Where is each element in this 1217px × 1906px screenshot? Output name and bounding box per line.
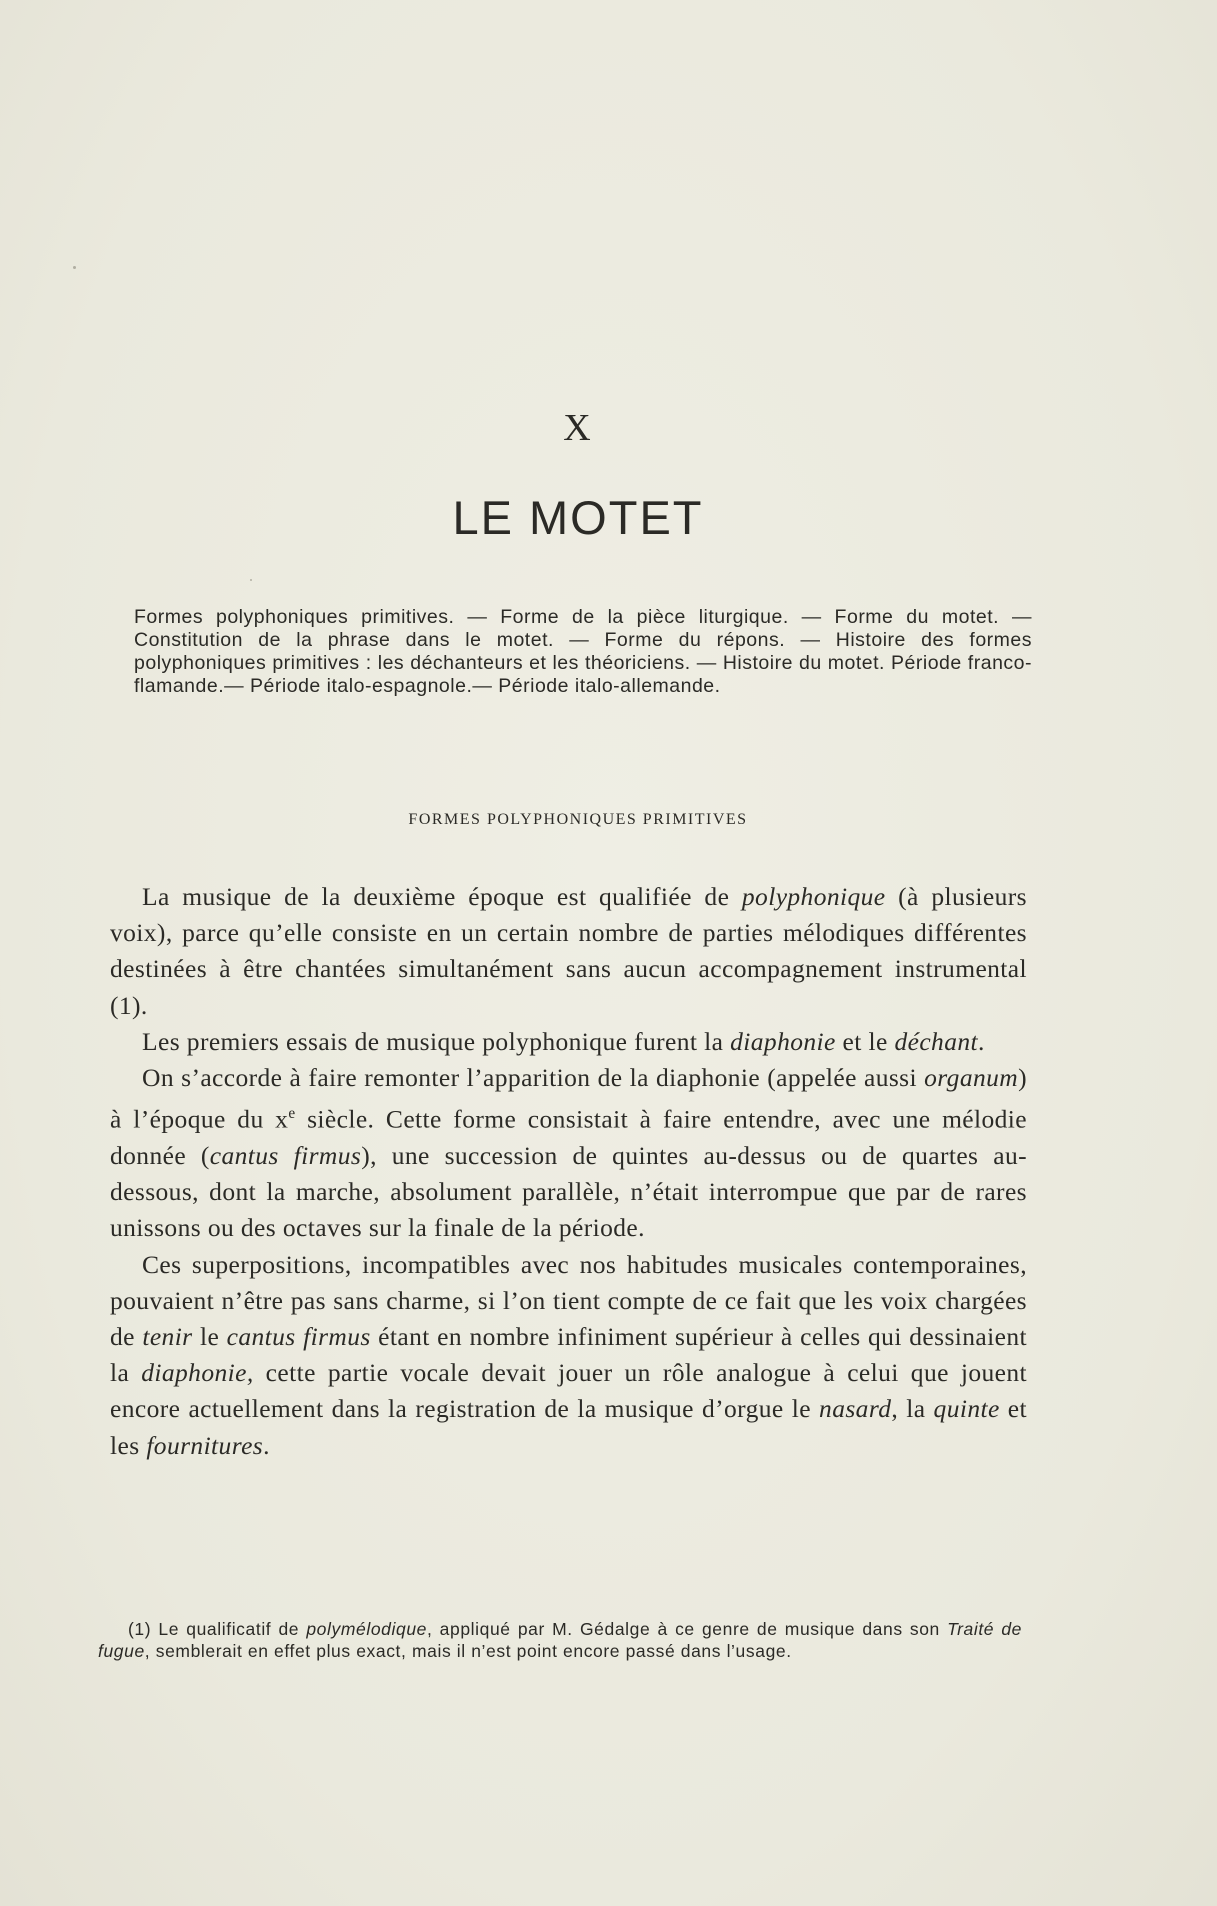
paragraph-3: On s’accorde à faire remonter l’apparition de la diaphonie (appelée aussi organum) à l’époque du $x^e$ siècle. Cette forme consistait à faire entendre, avec une mélodie donnée (cantus firmus), une succession de quintes au-dessus ou de quartes au-dessous, dont la marche, absolument parallèle, n’était interrompue que par de rares unissons ou des octaves sur la finale de la période. <box>110 1063 1028 1243</box>
paragraph-2: Les premiers essais de musique polyphonique furent la diaphonie et le déchant. <box>142 1026 985 1056</box>
chapter-title: LE MOTET <box>452 491 704 544</box>
section-heading: FORMES POLYPHONIQUES PRIMITIVES <box>408 811 748 828</box>
paper-speck <box>73 266 76 269</box>
paragraph-4: Ces superpositions, incompatibles avec nos habitudes musicales contemporaines, pouvaient n’être pas sans charme, si l’on tient compte de ce fait que les voix chargées de tenir le cantus firmus étant en nombre infiniment supérieur à celles qui dessinaient la diaphonie, cette partie vocale devait jouer un rôle analogue à celui que jouent encore actuellement dans la registration de la musique d’orgue le nasard, la quinte et les fournitures. <box>110 1249 1027 1460</box>
footnote: (1) Le qualificatif de polymélodique, appliqué par M. Gédalge à ce genre de musique dans son Traité de fugue, semblerait en effet plus exact, mais il n’est point encore passé dans l’usage. <box>98 1619 1022 1661</box>
chapter-number: X <box>563 407 593 449</box>
chapter-summary: Formes polyphoniques primitives. — Forme de la pièce liturgique. — Forme du motet. — Constitution de la phrase dans le motet. — Forme du répons. — Histoire des formes polyphoniques primitives : les déchanteurs et les théoriciens. — Histoire du motet. Période franco-flamande.— Période italo-espagnole.— Période italo-allemande. <box>134 606 1032 697</box>
paragraph-1: La musique de la deuxième époque est qualifiée de polyphonique (à plusieurs voix), parce qu’elle consiste en un certain nombre de parties mélodiques différentes destinées à être chantées simultanément sans aucun accompagnement instrumental (1). <box>110 882 1027 1020</box>
body-text <box>110 879 1027 1464</box>
paper-speck <box>250 579 252 581</box>
